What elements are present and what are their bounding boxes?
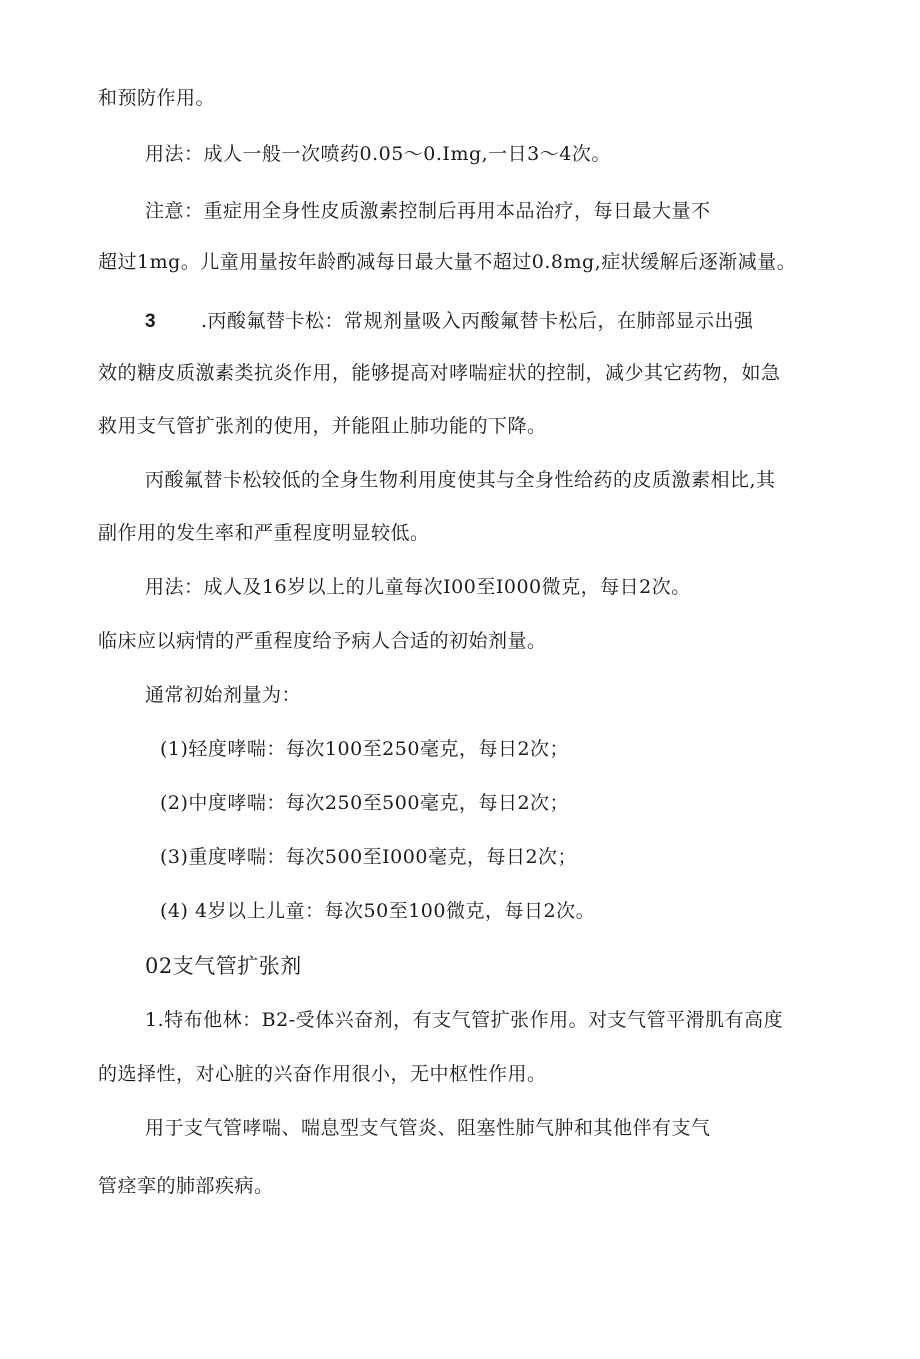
usage-line: 用法：成人及16岁以上的儿童每次I00至I000微克，每日2次。: [145, 576, 691, 598]
paragraph-line-continued: 副作用的发生率和严重程度明显较低。: [98, 522, 430, 544]
item-text: .丙酸氟替卡松：常规剂量吸入丙酸氟替卡松后，在肺部显示出强: [201, 310, 754, 332]
paragraph-line-continued: 管痉挛的肺部疾病。: [98, 1175, 274, 1197]
section-item-heading: [145, 309, 754, 334]
paragraph-line-continued: 的选择性，对心脏的兴奋作用很小，无中枢性作用。: [98, 1063, 547, 1085]
dose-list-item: (2)中度哮喘：每次250至500毫克，每日2次；: [160, 792, 570, 814]
dose-list-item: (1)轻度哮喘：每次100至250毫克，每日2次；: [160, 738, 570, 760]
dose-intro-line: 通常初始剂量为：: [145, 684, 302, 706]
section-heading: 02支气管扩张剂: [145, 954, 302, 978]
dose-list-item: (4) 4岁以上儿童：每次50至100微克，每日2次。: [160, 900, 596, 922]
paragraph-line: 丙酸氟替卡松较低的全身生物利用度使其与全身性给药的皮质激素相比,其: [145, 469, 776, 491]
item-number: 3: [145, 311, 157, 332]
note-line-continued: 超过1mg。儿童用量按年龄酌减每日最大量不超过0.8mg,症状缓解后逐渐减量。: [98, 251, 797, 273]
text-line: 效的糖皮质激素类抗炎作用，能够提高对哮喘症状的控制，减少其它药物，如急: [98, 362, 781, 384]
paragraph-line: 用于支气管哮喘、喘息型支气管炎、阻塞性肺气肿和其他伴有支气: [145, 1117, 711, 1139]
dose-list-item: (3)重度哮喘：每次500至I000毫克，每日2次；: [160, 846, 578, 868]
paragraph-line: 1.特布他林：B2-受体兴奋剂，有支气管扩张作用。对支气管平滑肌有高度: [145, 1009, 784, 1031]
text-line: 临床应以病情的严重程度给予病人合适的初始剂量。: [98, 630, 547, 652]
text-line: 和预防作用。: [98, 87, 216, 109]
usage-line: 用法：成人一般一次喷药0.05～0.Img,一日3～4次。: [145, 143, 611, 165]
note-line: 注意：重症用全身性皮质激素控制后再用本品治疗，每日最大量不: [145, 200, 711, 222]
text-line: 救用支气管扩张剂的使用，并能阻止肺功能的下降。: [98, 415, 547, 437]
